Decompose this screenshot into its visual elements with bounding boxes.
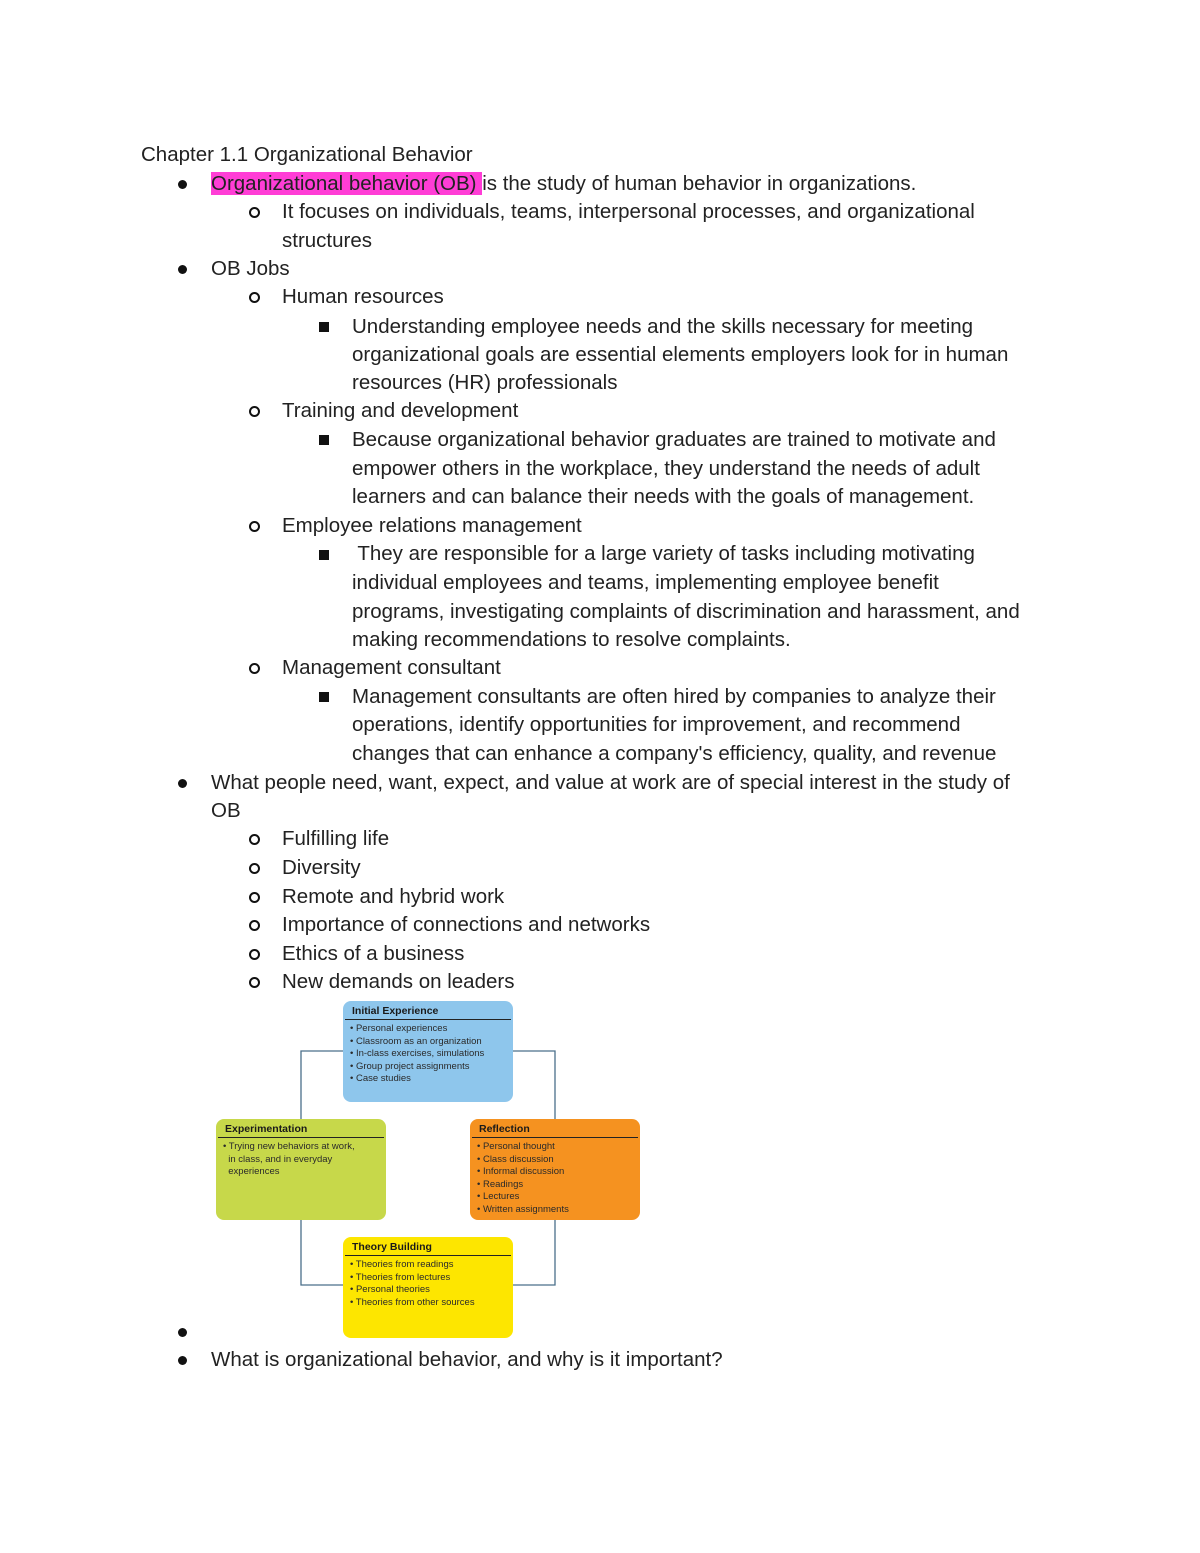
- list-item-continuation: making recommendations to resolve complaints.: [352, 628, 791, 651]
- bullet-disc: [178, 1356, 187, 1365]
- box-list-item: • Theories from readings: [350, 1259, 454, 1270]
- box-list-item: • Theories from lectures: [350, 1271, 451, 1283]
- list-item: Management consultants are often hired by companies to analyze their: [352, 685, 996, 708]
- box-list-item: • Classroom as an organization: [350, 1035, 482, 1047]
- list-item: [211, 169, 916, 198]
- experimentation-box: [216, 1119, 386, 1220]
- list-item: Ethics of a business: [282, 942, 465, 965]
- box-list-item: in class, and in everyday: [223, 1153, 333, 1165]
- bullet-disc: [178, 265, 187, 274]
- list-item: OB Jobs: [211, 257, 290, 280]
- definition-text: is the study of human behavior in organizations.: [482, 172, 917, 195]
- box-list-item: • In-class exercises, simulations: [350, 1048, 485, 1059]
- list-item-continuation: empower others in the workplace, they understand the needs of adult: [352, 457, 980, 480]
- list-item-continuation: changes that can enhance a company's efficiency, quality, and revenue: [352, 742, 997, 765]
- bullet-circle: [249, 977, 260, 988]
- connector-reflection-to-theory: [512, 1218, 555, 1285]
- bullet-circle: [249, 406, 260, 417]
- list-item: What is organizational behavior, and why is it important?: [211, 1348, 723, 1371]
- bullet-circle: [249, 920, 260, 931]
- box-list-item: • Personal theories: [350, 1284, 430, 1295]
- box-list-item: • Personal thought: [477, 1141, 555, 1152]
- connector-initial-to-reflection: [512, 1051, 555, 1120]
- reflection-box: [470, 1119, 640, 1220]
- bullet-circle: [249, 863, 260, 874]
- box-title: Experimentation: [218, 1119, 384, 1138]
- box-list-item: • Class discussion: [477, 1153, 554, 1165]
- bullet-square: [319, 692, 329, 702]
- list-item: It focuses on individuals, teams, interpersonal processes, and organizational: [282, 200, 975, 223]
- connector-theory-to-experimentation: [301, 1218, 344, 1285]
- box-list-item: • Theories from other sources: [350, 1296, 475, 1308]
- list-item: Employee relations management: [282, 514, 582, 537]
- box-title: Theory Building: [345, 1237, 511, 1256]
- list-item: Because organizational behavior graduates are trained to motivate and: [352, 428, 996, 451]
- list-item: Training and development: [282, 399, 519, 422]
- box-title: Initial Experience: [345, 1001, 511, 1020]
- list-item: New demands on leaders: [282, 970, 515, 993]
- list-item-continuation: learners and can balance their needs with the goals of management.: [352, 485, 975, 508]
- box-list-item: • Readings: [477, 1178, 524, 1190]
- list-item: What people need, want, expect, and value at work are of special interest in the study of: [211, 771, 1010, 794]
- bullet-square: [319, 435, 329, 445]
- list-item-continuation: structures: [282, 229, 372, 252]
- list-item-continuation: OB: [211, 799, 241, 822]
- bullet-disc: [178, 1328, 187, 1337]
- bullet-disc: [178, 779, 187, 788]
- box-list-item: • Trying new behaviors at work,: [223, 1141, 355, 1152]
- highlighted-term: Organizational behavior (OB): [211, 172, 483, 195]
- list-item-continuation: individual employees and teams, implementing employee benefit: [352, 571, 939, 594]
- list-item: Diversity: [282, 856, 361, 879]
- bullet-square: [319, 550, 329, 560]
- list-item: They are responsible for a large variety of tasks including motivating: [352, 542, 975, 565]
- bullet-disc: [178, 180, 187, 189]
- list-item-continuation: operations, identify opportunities for improvement, and recommend: [352, 713, 961, 736]
- bullet-circle: [249, 521, 260, 532]
- list-item: Importance of connections and networks: [282, 913, 651, 936]
- list-item-continuation: programs, investigating complaints of discrimination and harassment, and: [352, 600, 1020, 623]
- initial-experience-box: [343, 1001, 513, 1102]
- list-item: Management consultant: [282, 656, 501, 679]
- box-list-item: • Informal discussion: [477, 1166, 565, 1177]
- bullet-circle: [249, 207, 260, 218]
- box-list-item: experiences: [223, 1166, 280, 1177]
- box-title: Reflection: [472, 1119, 638, 1138]
- list-item: Understanding employee needs and the skills necessary for meeting: [352, 315, 974, 338]
- bullet-circle: [249, 949, 260, 960]
- bullet-circle: [249, 892, 260, 903]
- list-item: Human resources: [282, 285, 444, 308]
- box-list-item: • Group project assignments: [350, 1060, 470, 1072]
- bullet-square: [319, 322, 329, 332]
- bullet-circle: [249, 292, 260, 303]
- list-item: Fulfilling life: [282, 827, 390, 850]
- list-item: Remote and hybrid work: [282, 885, 505, 908]
- list-item-continuation: organizational goals are essential elements employers look for in human: [352, 343, 1009, 366]
- list-item-continuation: resources (HR) professionals: [352, 371, 618, 394]
- box-list-item: • Case studies: [350, 1073, 411, 1084]
- page-title: Chapter 1.1 Organizational Behavior: [141, 143, 473, 166]
- box-list-item: • Personal experiences: [350, 1023, 448, 1034]
- theory-building-box: [343, 1237, 513, 1338]
- bullet-circle: [249, 834, 260, 845]
- box-list-item: • Lectures: [477, 1191, 520, 1202]
- connector-experimentation-to-initial: [301, 1051, 344, 1120]
- box-list-item: • Written assignments: [477, 1203, 569, 1215]
- bullet-circle: [249, 663, 260, 674]
